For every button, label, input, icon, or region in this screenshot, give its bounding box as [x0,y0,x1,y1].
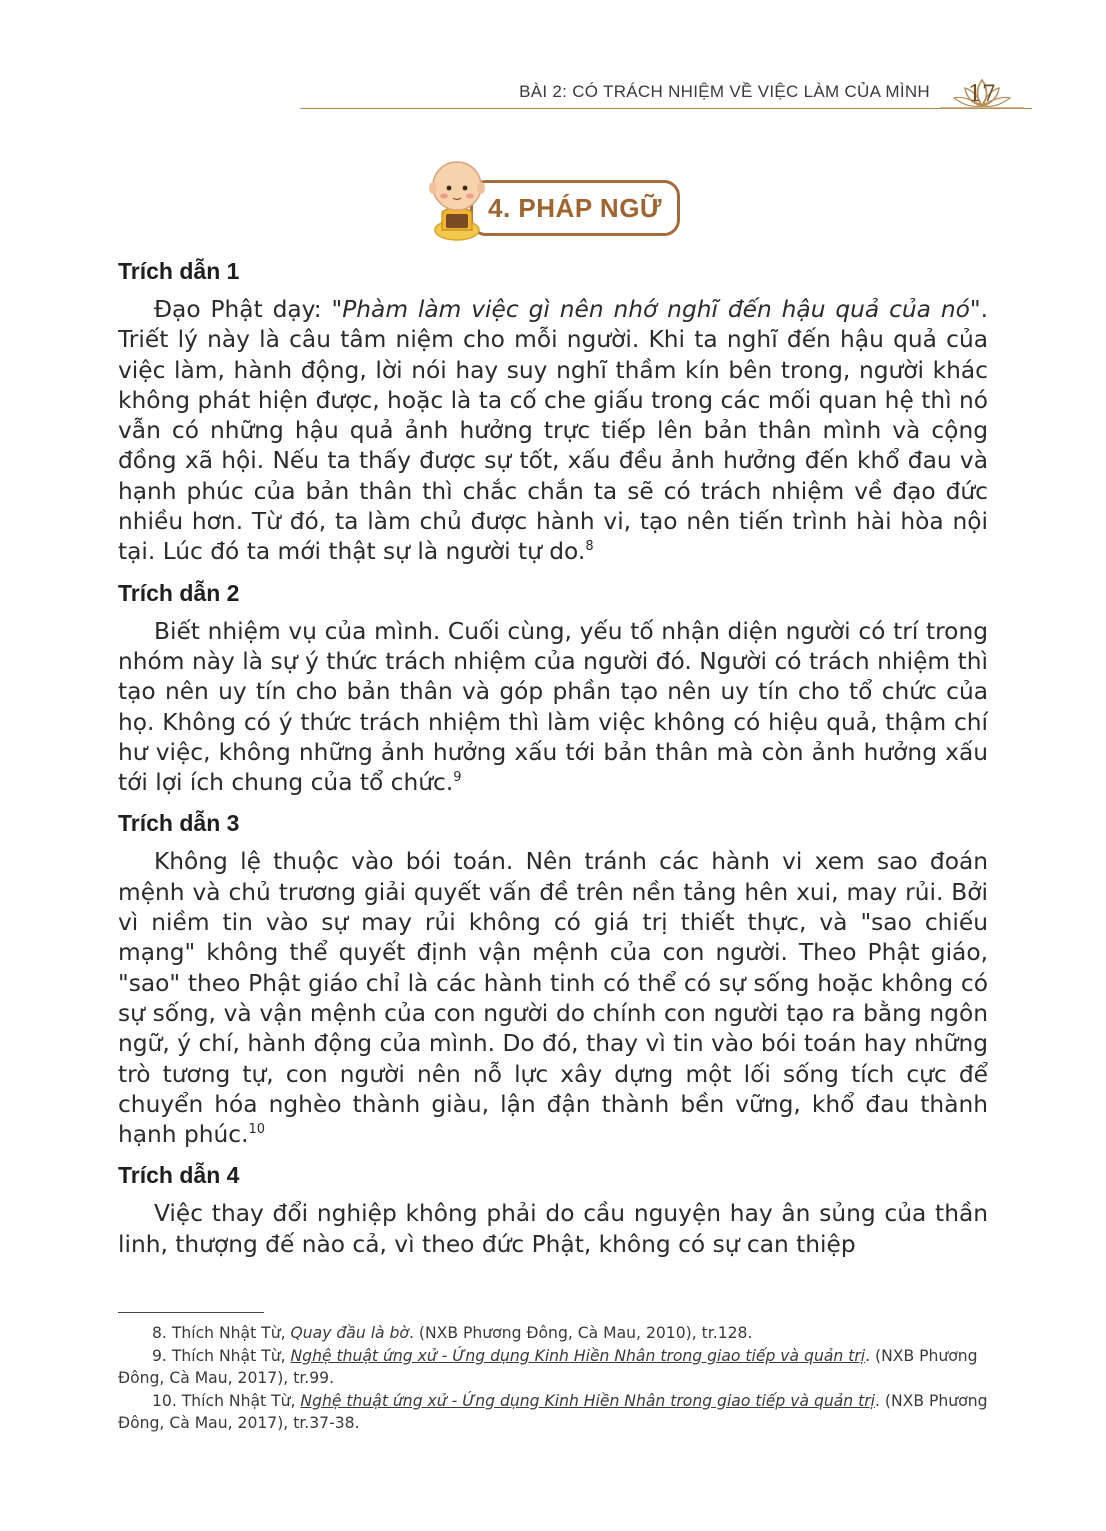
footnote-ref: 9 [453,770,462,786]
footnote-divider [118,1312,264,1313]
quote-heading: Trích dẫn 1 [118,258,240,284]
page-number: 17 [968,82,996,107]
quote-text: Việc thay đổi nghiệp không phải do cầu nguyện hay ân sủng của thần linh, thượng đế nào cả, vì theo đức Phật, không có sự can thiệp [118,1200,988,1258]
main-content [118,258,988,1272]
footnote-ref: 10 [248,1122,266,1138]
footnote-author: 9. Thích Nhật Từ, [152,1346,291,1365]
quote-heading: Trích dẫn 3 [118,810,240,837]
footnotes [118,1322,988,1435]
quote-text: ". Triết lý này là câu tâm niệm cho mỗi người. Khi ta nghĩ đến hậu quả của việc làm, hành động, lời nói hay suy nghĩ thầm kín bên trong, người khác không phát hiện được, hoặc là ta cố che giấu trong các mối quan hệ thì nó vẫn có những hậu quả ảnh hưởng trực tiếp lên bản thân mình và cộng đồng xã hội. Nếu ta thấy được sự tốt, xấu đều ảnh hưởng đến khổ đau và hạnh phúc của bản thân thì chắc chắn ta sẽ có trách nhiệm về đạo đức nhiều hơn. Từ đó, ta làm chủ được hành vi, tạo nên tiến trình hài hòa nội tại. Lúc đó ta mới thật sự là người tự do. [118,296,988,566]
quote-italic-text: Phàm làm việc gì nên nhớ nghĩ đến hậu quả của nó [342,296,970,323]
quote-heading: Trích dẫn 4 [118,1162,240,1189]
quote-text: Đạo Phật dạy: " [154,296,343,323]
header-rule [300,108,1032,109]
footnote-author: 10. Thích Nhật Từ, [152,1391,301,1410]
section-title: 4. PHÁP NGỮ [488,193,662,223]
footnote-title: Nghệ thuật ứng xử - Ứng dụng Kinh Hiền Nhân trong giao tiếp và quản trị [300,1391,876,1410]
footnote-publication: . (NXB Phương Đông, Cà Mau, 2017), tr.37-38. [118,1391,988,1432]
footnote-author: 8. Thích Nhật Từ, [152,1324,291,1342]
quote-text: Không lệ thuộc vào bói toán. Nên tránh các hành vi xem sao đoán mệnh và chủ trương giải quyết vấn đề trên nền tảng hên xui, may rủi. Bởi vì niềm tin vào sự may rủi không có giá trị thiết thực, và "sao chiếu mạng" không thể quyết định vận mệnh của con người. Theo Phật giáo, "sao" theo Phật giáo chỉ là các hành tinh có thể có sự sống hoặc không có sự sống, và vận mệnh của con người do chính con người tạo ra bằng ngôn ngữ, ý chí, hành động của mình. Do đó, thay vì tin vào bói toán hay những trò tương tự, con người nên nỗ lực xây dựng một lối sống tích cực để chuyển hóa nghèo thành giàu, lận đận thành bền vững, khổ đau thành hạnh phúc. [118,848,988,1149]
footnote-title: Quay đầu là bờ [290,1324,409,1342]
quote-block-1 [118,258,988,568]
chapter-title: BÀI 2: CÓ TRÁCH NHIỆM VỀ VIỆC LÀM CỦA MÌNH [519,82,930,101]
section-banner [422,152,682,242]
little-monk-icon [422,152,492,242]
quote-block-4 [118,1162,988,1260]
quote-paragraph [118,617,988,799]
quote-paragraph [118,295,988,568]
page-header [0,74,1106,114]
quote-block-3 [118,810,988,1150]
footnote-ref: 8 [585,539,594,555]
footnote-item [118,1322,988,1345]
footnote-title: Nghệ thuật ứng xử - Ứng dụng Kinh Hiền Nhân trong giao tiếp và quản trị [290,1346,866,1365]
footnote-publication: . (NXB Phương Đông, Cà Mau, 2010), tr.128. [408,1324,753,1342]
footnote-item [118,1345,988,1390]
quote-paragraph [118,847,988,1150]
quote-paragraph [118,1199,988,1260]
quote-text: Biết nhiệm vụ của mình. Cuối cùng, yếu tố nhận diện người có trí trong nhóm này là sự ý thức trách nhiệm của người đó. Người có trách nhiệm thì tạo nên uy tín cho bản thân và góp phần tạo nên uy tín cho tổ chức của họ. Không có ý thức trách nhiệm thì làm việc không có hiệu quả, thậm chí hư việc, không những ảnh hưởng xấu tới bản thân mà còn ảnh hưởng xấu tới lợi ích chung của tổ chức. [118,617,988,797]
footnote-item [118,1390,988,1435]
quote-block-2 [118,580,988,799]
quote-heading: Trích dẫn 2 [118,579,240,606]
footnote-publication: . (NXB Phương Đông, Cà Mau, 2017), tr.99. [118,1346,978,1387]
